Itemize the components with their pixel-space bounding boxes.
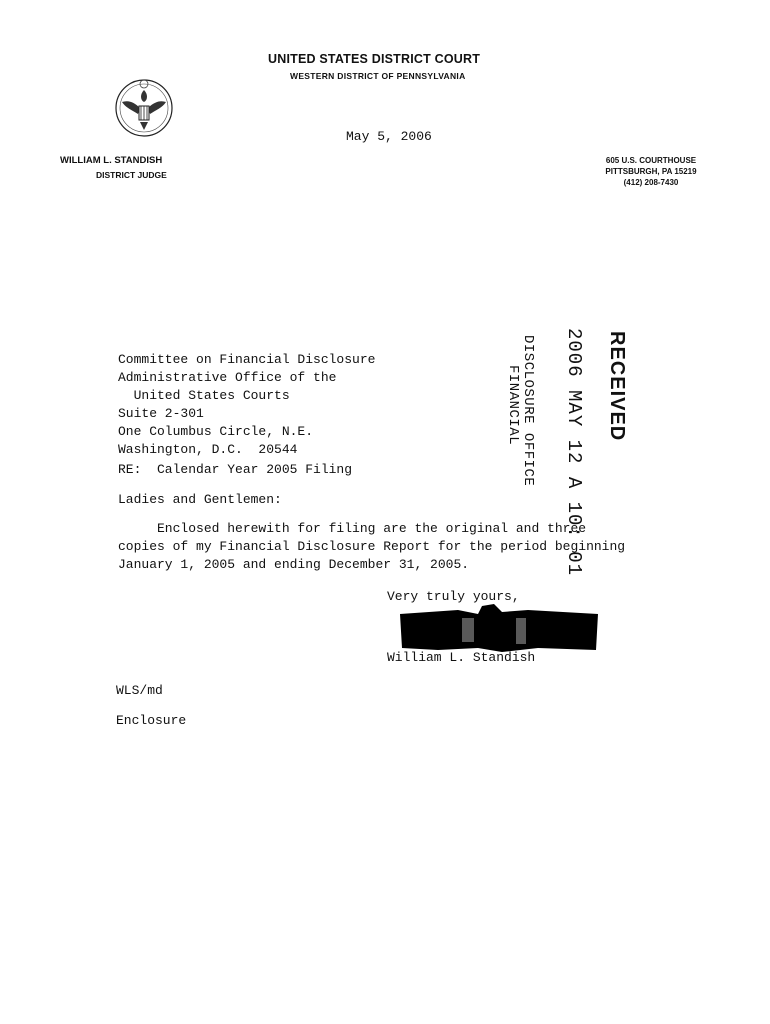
recipient-line: Committee on Financial Disclosure (118, 352, 376, 367)
salutation: Ladies and Gentlemen: (118, 492, 282, 507)
district-name: WESTERN DISTRICT OF PENNSYLVANIA (290, 71, 466, 81)
judge-name: WILLIAM L. STANDISH (60, 155, 163, 166)
letter-body (118, 520, 625, 574)
address-line: PITTSBURGH, PA 15219 (605, 167, 697, 176)
recipient-line: Washington, D.C. 20544 (118, 442, 298, 457)
judge-title: DISTRICT JUDGE (96, 170, 167, 180)
received-stamp-label: RECEIVED (606, 331, 628, 442)
signer-name: William L. Standish (387, 650, 536, 665)
redacted-signature (398, 604, 600, 656)
stamp-office-line: DISCLOSURE OFFICE (520, 335, 536, 487)
body-line: copies of my Financial Disclosure Report for the period beginning (118, 539, 626, 554)
address-line: 605 U.S. COURTHOUSE (605, 156, 697, 165)
court-title: UNITED STATES DISTRICT COURT (268, 52, 481, 66)
received-stamp-date: 2006 MAY 12 A 10: 01 (563, 328, 585, 577)
address-line: (412) 208-7430 (623, 178, 679, 187)
recipient-address (118, 351, 375, 459)
court-seal-icon (114, 72, 174, 140)
body-line: Enclosed herewith for filing are the original and three (118, 521, 587, 536)
letter-date: May 5, 2006 (346, 129, 432, 144)
received-stamp-office (505, 335, 535, 486)
closing: Very truly yours, (387, 589, 520, 604)
recipient-line: United States Courts (118, 388, 290, 403)
subject-line: RE: Calendar Year 2005 Filing (118, 462, 353, 477)
typist-initials: WLS/md (116, 683, 163, 698)
enclosure-note: Enclosure (116, 713, 187, 728)
recipient-line: Suite 2-301 (118, 406, 204, 421)
stamp-office-line: FINANCIAL (505, 365, 521, 446)
recipient-line: Administrative Office of the (118, 370, 337, 385)
recipient-line: One Columbus Circle, N.E. (118, 424, 314, 439)
body-line: January 1, 2005 and ending December 31, 2005. (118, 557, 470, 572)
court-address (592, 155, 710, 188)
